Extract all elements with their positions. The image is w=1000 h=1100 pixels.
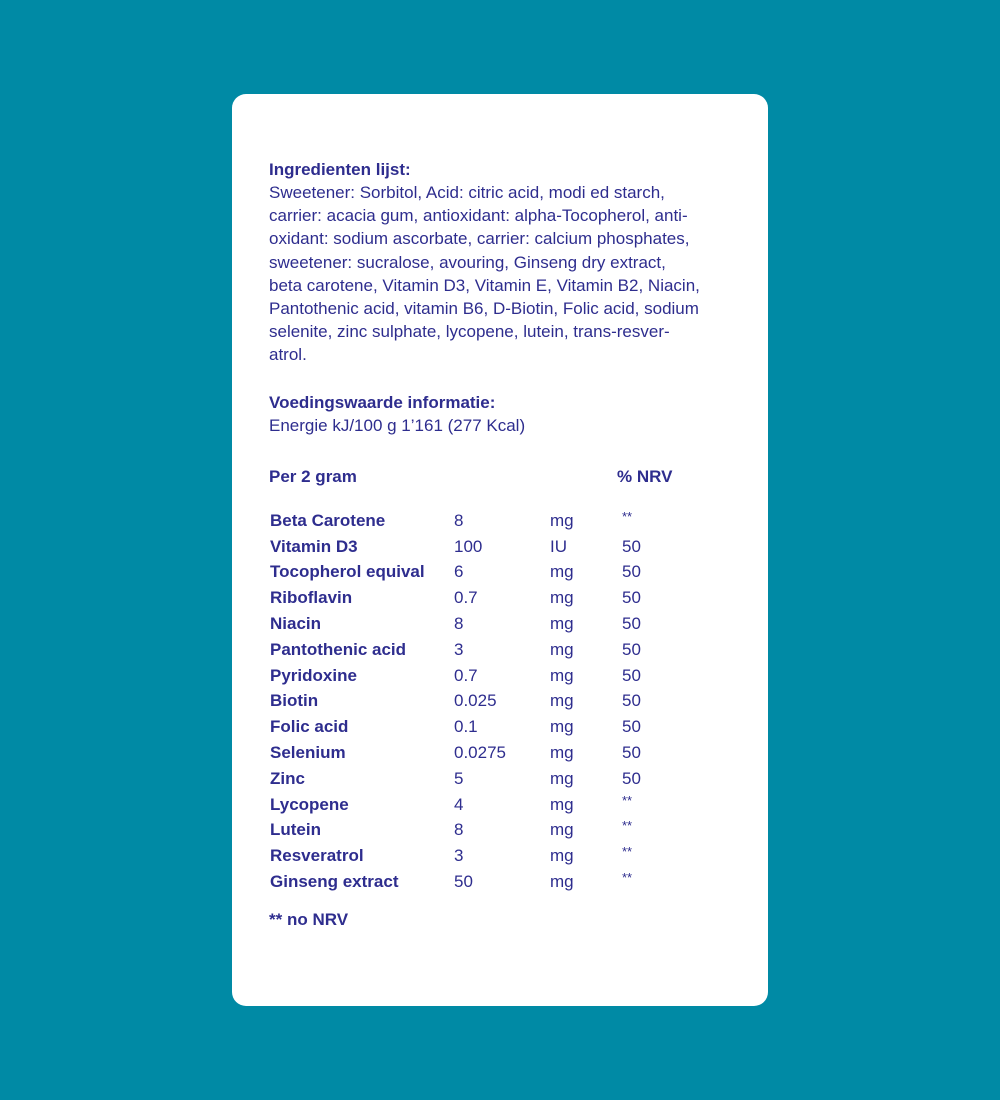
nutrient-amount: 8 bbox=[454, 820, 464, 840]
nutrient-name: Lutein bbox=[270, 820, 321, 840]
nutrient-nrv: 50 bbox=[622, 665, 641, 685]
nutrient-name: Biotin bbox=[270, 691, 319, 711]
nutrient-name: Beta Carotene bbox=[270, 510, 386, 530]
nutrient-nrv: 50 bbox=[622, 562, 641, 582]
nutrient-amount: 0.025 bbox=[454, 691, 497, 711]
table-row bbox=[269, 843, 730, 869]
nutrient-name: Selenium bbox=[270, 743, 346, 762]
nutrient-amount: 6 bbox=[454, 562, 464, 582]
table-row bbox=[269, 869, 730, 895]
nutrient-unit: mg bbox=[550, 510, 574, 530]
nutrient-name: Zinc bbox=[270, 768, 305, 788]
table-row bbox=[269, 817, 730, 843]
table-row bbox=[269, 688, 730, 714]
nutrient-unit: mg bbox=[550, 820, 574, 840]
nutrient-name: Pantothenic acid bbox=[270, 639, 407, 659]
nutrient-name: Ginseng extract bbox=[270, 871, 399, 891]
nutrient-nrv: ** bbox=[622, 818, 633, 834]
nutrient-unit: mg bbox=[550, 614, 574, 634]
nutrition-label-card bbox=[232, 94, 768, 1006]
nutrient-name: Tocopherol equival bbox=[270, 562, 425, 582]
nutrient-name: Vitamin D3 bbox=[270, 536, 358, 556]
nutrient-nrv: 50 bbox=[622, 743, 641, 762]
nutrient-unit: mg bbox=[550, 743, 574, 762]
nutrition-heading: Voedingswaarde informatie: bbox=[269, 392, 496, 412]
nutrient-name: Resveratrol bbox=[270, 846, 364, 866]
nutrient-amount: 0.1 bbox=[454, 717, 478, 737]
nutrient-nrv: 50 bbox=[622, 691, 641, 711]
nutrient-amount: 50 bbox=[454, 871, 473, 891]
nutrient-unit: mg bbox=[550, 846, 574, 866]
nutrient-unit: mg bbox=[550, 691, 574, 711]
nutrient-unit: mg bbox=[550, 717, 574, 737]
nutrient-name: Folic acid bbox=[270, 717, 349, 737]
ingredients-text: Sweetener: Sorbitol, Acid: citric acid, modi ed starch, carrier: acacia gum, antioxidant: alpha-Tocopherol, anti- oxidant: sodium ascorbate, carrier: calcium phosphates, sweetener: sucralose, avouring, Ginseng dry extract, beta carotene, Vitamin D3, Vitamin E, Vitamin B2, Niacin, Pantothenic acid, vitamin B6, D-Biotin, Folic acid, sodium selenite, zinc sulphate, lycopene, lutein, trans-resver- atrol. bbox=[269, 183, 700, 365]
table-row bbox=[269, 534, 730, 560]
nrv-footnote: ** no NRV bbox=[269, 909, 349, 929]
nutrient-nrv: 50 bbox=[622, 717, 641, 737]
nutrient-unit: mg bbox=[550, 639, 574, 659]
table-row bbox=[269, 663, 730, 689]
nutrient-amount: 0.7 bbox=[454, 588, 478, 608]
nutrient-name: Riboflavin bbox=[270, 588, 353, 608]
nutrient-amount: 100 bbox=[454, 536, 483, 556]
nutrient-unit: mg bbox=[550, 768, 574, 788]
nutrient-nrv: 50 bbox=[622, 639, 641, 659]
nutrient-unit: IU bbox=[550, 536, 567, 556]
table-row bbox=[269, 508, 730, 534]
nutrient-nrv: 50 bbox=[622, 768, 641, 788]
energy-value: Energie kJ/100 g 1’161 (277 Kcal) bbox=[269, 415, 526, 435]
table-header bbox=[269, 465, 730, 488]
nutrient-name: Pyridoxine bbox=[270, 665, 357, 685]
nutrient-amount: 8 bbox=[454, 614, 464, 634]
nutrient-nrv: ** bbox=[622, 869, 633, 885]
table-row bbox=[269, 611, 730, 637]
table-row bbox=[269, 714, 730, 740]
nutrition-info-section bbox=[269, 391, 730, 437]
table-row bbox=[269, 585, 730, 611]
nutrient-nrv: ** bbox=[622, 508, 633, 524]
nutrient-amount: 0.7 bbox=[454, 665, 478, 685]
nutrient-name: Lycopene bbox=[270, 794, 349, 814]
nutrient-nrv: 50 bbox=[622, 536, 641, 556]
ingredients-heading: Ingredienten lijst: bbox=[269, 160, 411, 179]
nutrient-nrv: ** bbox=[622, 844, 633, 860]
nrv-column-label: % NRV bbox=[617, 466, 673, 486]
nutrient-amount: 5 bbox=[454, 768, 464, 788]
nutrient-amount: 4 bbox=[454, 794, 464, 814]
nutrient-nrv: ** bbox=[622, 792, 633, 808]
nutrient-amount: 8 bbox=[454, 510, 464, 530]
per-serving-label: Per 2 gram bbox=[269, 466, 357, 486]
table-row bbox=[269, 637, 730, 663]
nutrient-unit: mg bbox=[550, 871, 574, 891]
table-row bbox=[269, 766, 730, 792]
nutrient-table bbox=[269, 508, 730, 895]
nutrient-unit: mg bbox=[550, 562, 574, 582]
nutrient-unit: mg bbox=[550, 588, 574, 608]
table-row bbox=[269, 559, 730, 585]
nutrient-nrv: 50 bbox=[622, 588, 641, 608]
table-row bbox=[269, 740, 730, 766]
nutrient-unit: mg bbox=[550, 794, 574, 814]
nutrient-amount: 3 bbox=[454, 639, 464, 659]
nutrient-amount: 0.0275 bbox=[454, 743, 506, 762]
nutrient-amount: 3 bbox=[454, 846, 464, 866]
table-row bbox=[269, 792, 730, 818]
nutrient-unit: mg bbox=[550, 665, 574, 685]
nutrient-name: Niacin bbox=[270, 614, 322, 634]
nutrient-nrv: 50 bbox=[622, 614, 641, 634]
